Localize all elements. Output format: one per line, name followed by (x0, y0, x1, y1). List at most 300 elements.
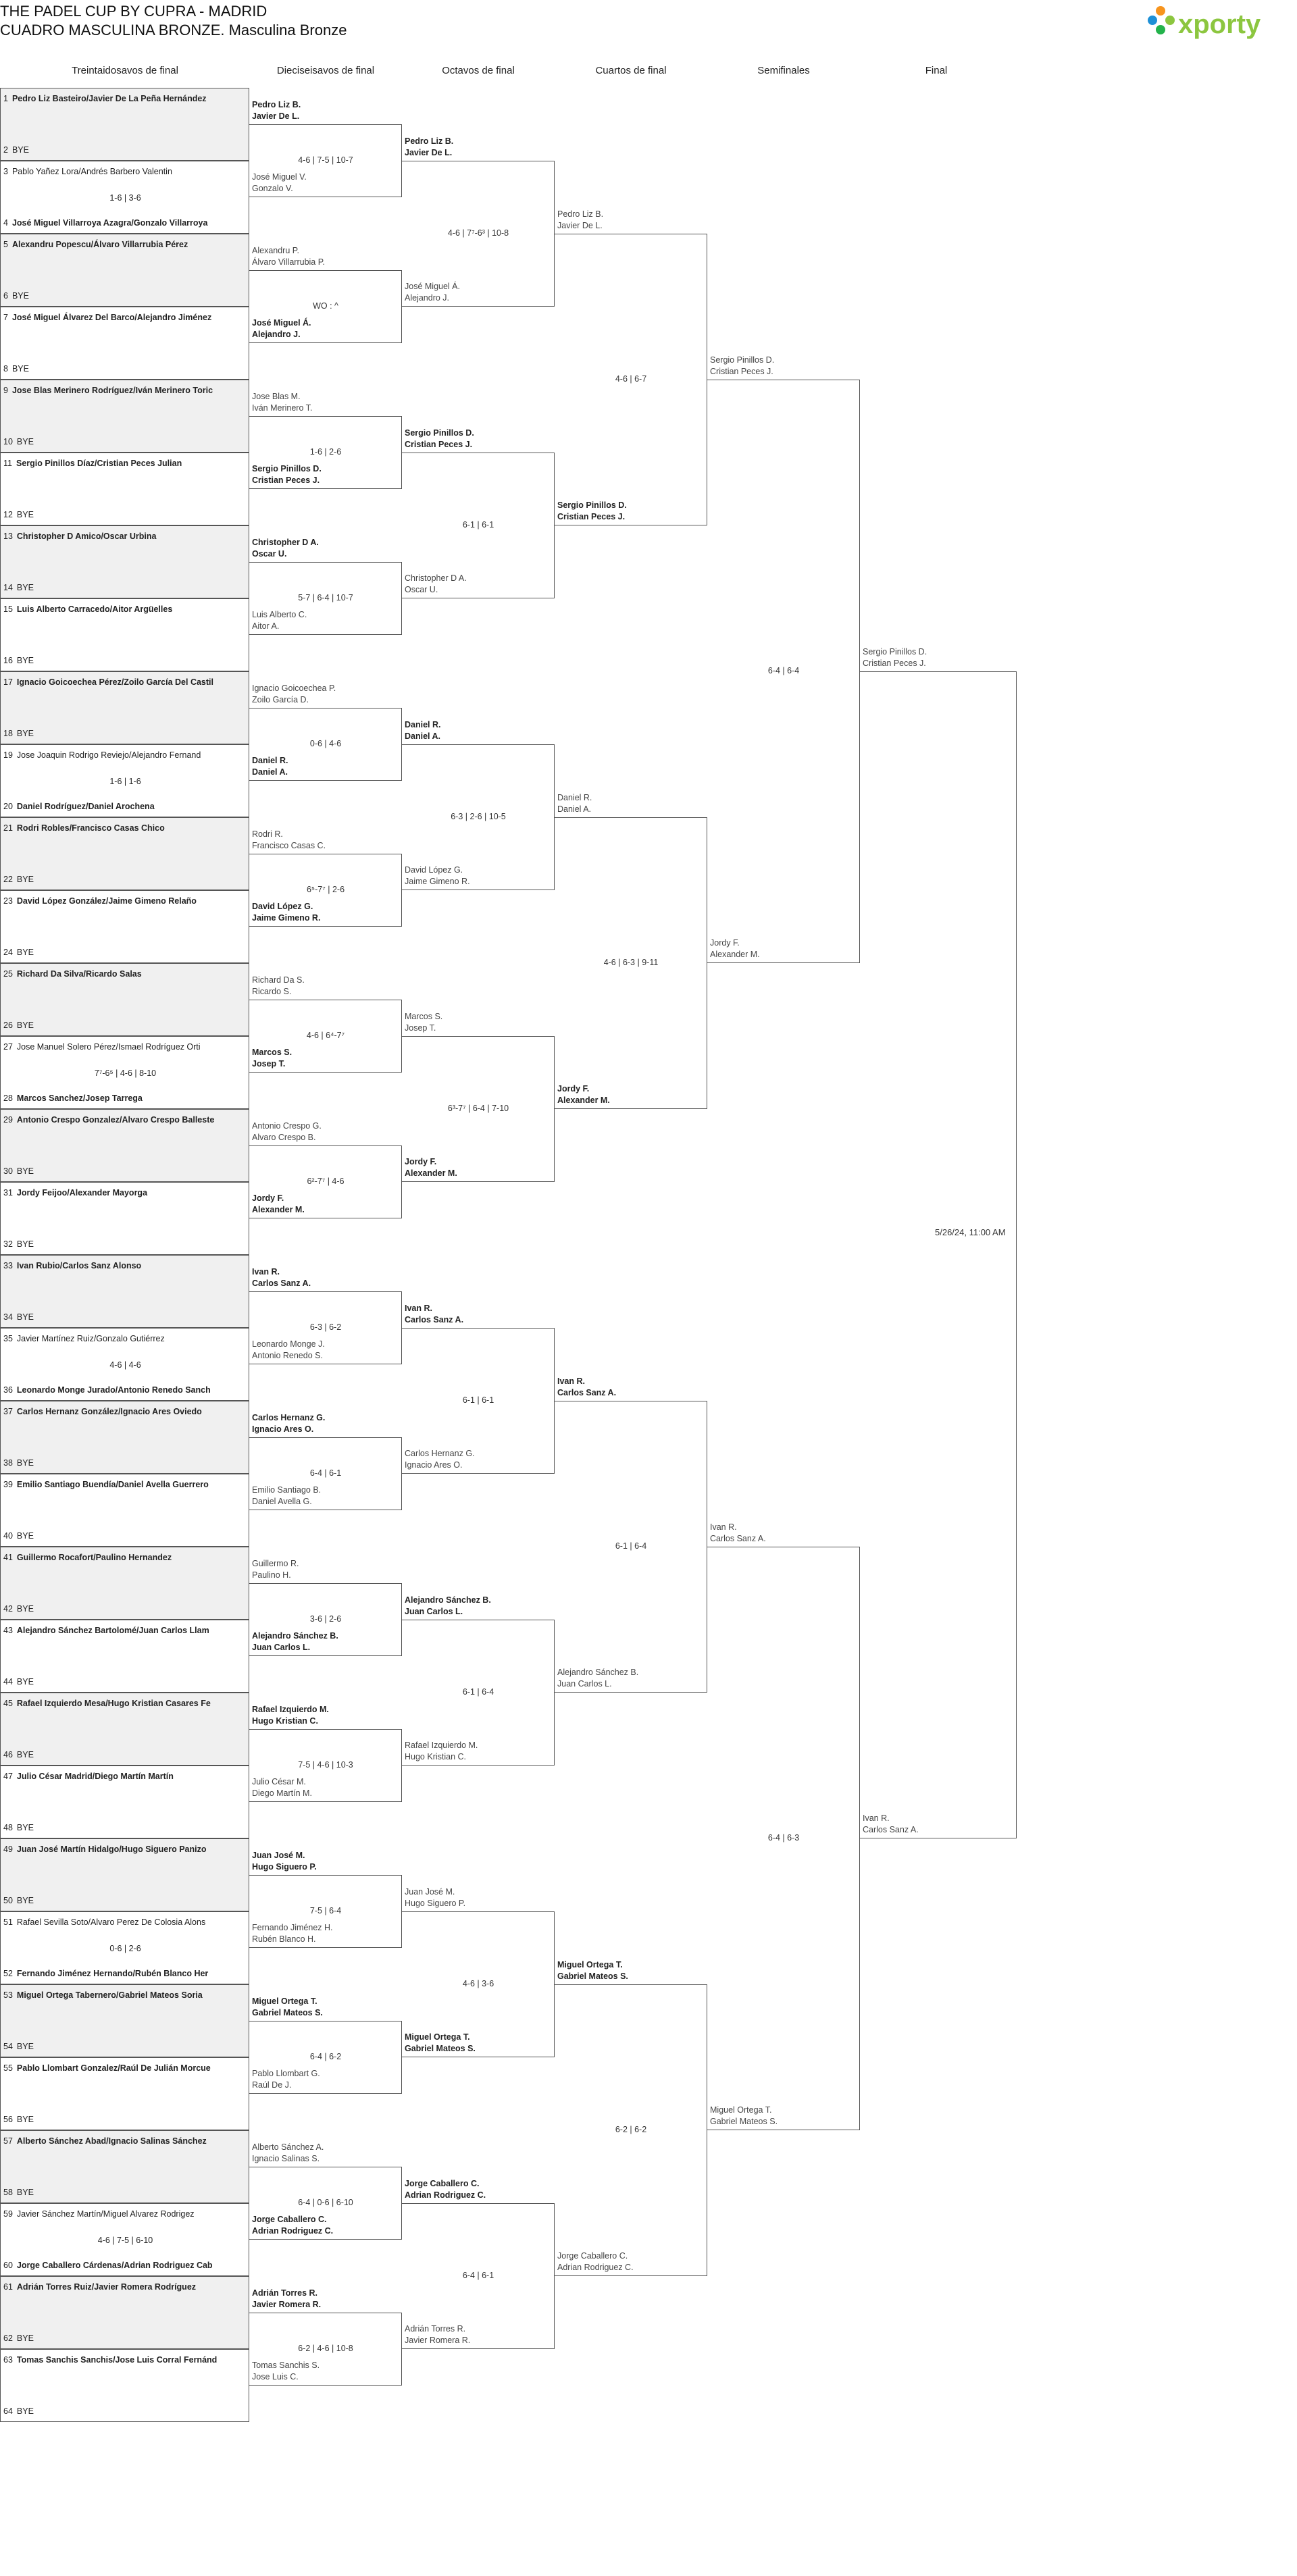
team-player-name: Sergio Pinillos D. (252, 464, 322, 473)
match-score: 6-4 | 6-2 (309, 2052, 342, 2061)
match-score: 6-3 | 6-2 (309, 1322, 342, 1332)
team-name: Luis Alberto Carracedo/Aitor Argüelles (16, 604, 173, 614)
seed-number: 22 (3, 875, 13, 884)
match-1-11[interactable] (249, 1705, 402, 1802)
team-player-name: Carlos Hernanz G. (252, 1413, 326, 1422)
seed-number: 45 (3, 1699, 13, 1708)
team-player-name: Adrián Torres R. (405, 2324, 466, 2334)
team-player-name: Rodri R. (252, 829, 283, 839)
team-bottom (3, 218, 249, 228)
team-top (3, 167, 249, 176)
match-5-0[interactable] (860, 647, 1013, 1838)
seed-number: 64 (3, 2406, 13, 2416)
team-player-name: Adrian Rodriguez C. (405, 2190, 486, 2200)
match-3-0[interactable] (555, 209, 707, 525)
seed-number: 31 (3, 1188, 13, 1197)
team-name: Guillermo Rocafort/Paulino Hernandez (16, 1553, 172, 1562)
seed-number: 3 (3, 167, 8, 176)
seed-number: 36 (3, 1385, 13, 1395)
seed-number: 58 (3, 2188, 13, 2197)
match-1-6[interactable] (249, 975, 402, 1073)
team-player-name: Ivan R. (405, 1304, 432, 1313)
first-round-match[interactable] (0, 2203, 249, 2276)
match-1-1[interactable] (249, 246, 402, 343)
first-round-match[interactable] (0, 1474, 249, 1547)
team-player-name: Daniel R. (557, 793, 592, 802)
seed-number: 33 (3, 1261, 13, 1270)
team-bottom (3, 729, 249, 738)
match-score: 4-6 | 6-7 (615, 374, 647, 384)
team-player-name: Miguel Ortega T. (405, 2032, 470, 2042)
team-name: Juan José Martín Hidalgo/Hugo Siguero Panizo (16, 1845, 207, 1854)
page-subtitle: CUADRO MASCULINA BRONZE. Masculina Bronze (0, 22, 347, 38)
first-round-match[interactable] (0, 234, 249, 307)
match-score: 6²-7⁷ | 4-6 (307, 1177, 345, 1186)
match-4-1[interactable] (707, 1522, 860, 2130)
seed-number: 57 (3, 2136, 13, 2146)
team-player-name: Alejandro Sánchez B. (405, 1595, 491, 1605)
team-top (3, 1626, 249, 1635)
team-bottom (3, 948, 249, 957)
match-score: 1-6 | 1-6 (109, 777, 141, 786)
match-1-9[interactable] (249, 1413, 402, 1510)
team-name: David López González/Jaime Gimeno Relaño (16, 896, 197, 906)
team-player-name: Adrian Rodriguez C. (252, 2226, 334, 2236)
team-name: Alejandro Sánchez Bartolomé/Juan Carlos Llam (16, 1626, 209, 1635)
match-1-13[interactable] (249, 1997, 402, 2094)
first-round-match[interactable] (0, 161, 249, 234)
team-name: Julio César Madrid/Diego Martín Martín (16, 1772, 174, 1781)
team-player-name: José Miguel Á. (405, 282, 460, 291)
team-bottom (3, 656, 249, 665)
team-top (3, 1553, 249, 1562)
seed-number: 1 (3, 94, 8, 103)
seed-number: 17 (3, 677, 13, 687)
team-name: Christopher D Amico/Oscar Urbina (16, 532, 157, 541)
match-1-14[interactable] (249, 2142, 402, 2240)
team-player-name: Antonio Crespo G. (252, 1121, 322, 1131)
team-top (3, 459, 249, 468)
match-score: 0-6 | 2-6 (109, 1944, 141, 1953)
first-round-match[interactable] (0, 817, 249, 890)
team-name: Emilio Santiago Buendía/Daniel Avella Guerrero (16, 1480, 209, 1489)
seed-number: 4 (3, 218, 8, 228)
team-top (3, 1772, 249, 1781)
team-player-name: Gonzalo V. (252, 184, 293, 193)
team-name: BYE (16, 1312, 34, 1322)
first-round-match[interactable] (0, 2276, 249, 2349)
team-bottom (3, 1677, 249, 1686)
xporty-logo-mark (1143, 1, 1296, 49)
team-player-name: Adrian Rodriguez C. (557, 2263, 634, 2272)
team-player-name: Alberto Sánchez A. (252, 2142, 324, 2152)
match-score: 6-1 | 6-4 (462, 1687, 494, 1697)
seed-number: 48 (3, 1823, 13, 1832)
first-round-match[interactable] (0, 1401, 249, 1474)
team-player-name: Alvaro Crespo B. (252, 1133, 316, 1142)
team-player-name: Aitor A. (252, 621, 280, 631)
first-round-match[interactable] (0, 963, 249, 1036)
match-1-15[interactable] (249, 2288, 402, 2386)
match-score: 7-5 | 6-4 (309, 1906, 342, 1915)
round-header-3: Cuartos de final (595, 65, 667, 76)
seed-number: 21 (3, 823, 13, 833)
seed-number: 53 (3, 1990, 13, 2000)
team-bottom (3, 2406, 249, 2416)
team-name: Rafael Izquierdo Mesa/Hugo Kristian Casares Fe (16, 1699, 211, 1708)
team-player-name: Pedro Liz B. (405, 136, 454, 146)
first-round-match[interactable] (0, 1109, 249, 1182)
team-top (3, 1188, 249, 1197)
team-name: Rafael Sevilla Soto/Alvaro Perez De Colosia Alons (16, 1917, 206, 1927)
team-player-name: Oscar U. (405, 585, 438, 594)
first-round-match[interactable] (0, 1547, 249, 1620)
team-name: BYE (16, 729, 34, 738)
first-round-match[interactable] (0, 890, 249, 963)
team-player-name: Leonardo Monge J. (252, 1339, 325, 1349)
team-bottom (3, 1604, 249, 1614)
team-player-name: Miguel Ortega T. (710, 2105, 772, 2115)
team-name: BYE (16, 1750, 34, 1759)
seed-number: 24 (3, 948, 13, 957)
first-round-match[interactable] (0, 1984, 249, 2057)
match-1-5[interactable] (249, 829, 402, 927)
first-round-match[interactable] (0, 1838, 249, 1911)
team-player-name: Alexander M. (405, 1168, 457, 1178)
first-round-match[interactable] (0, 671, 249, 744)
team-player-name: Gabriel Mateos S. (557, 1972, 628, 1981)
team-player-name: Juan José M. (405, 1887, 455, 1897)
round-header-0: Treintaidosavos de final (72, 65, 178, 76)
team-bottom (3, 2261, 249, 2270)
match-score: 6-2 | 4-6 | 10-8 (298, 2344, 353, 2353)
team-player-name: Rafael Izquierdo M. (252, 1705, 329, 1714)
match-score: 4-6 | 7-5 | 10-7 (298, 155, 353, 165)
team-player-name: Cristian Peces J. (405, 440, 473, 449)
match-2-2[interactable] (402, 720, 555, 890)
team-top (3, 969, 249, 979)
seed-number: 44 (3, 1677, 13, 1686)
team-player-name: Jorge Caballero C. (252, 2215, 327, 2224)
team-player-name: Juan Carlos L. (405, 1607, 463, 1616)
first-round-match[interactable] (0, 1255, 249, 1328)
match-score: 7-5 | 4-6 | 10-3 (298, 1760, 353, 1770)
seed-number: 9 (3, 386, 8, 395)
team-bottom (3, 1239, 249, 1249)
team-player-name: Francisco Casas C. (252, 841, 326, 850)
seed-number: 29 (3, 1115, 13, 1125)
team-player-name: Hugo Kristian C. (405, 1752, 467, 1761)
first-round-match[interactable] (0, 453, 249, 525)
team-name: BYE (16, 1823, 34, 1832)
team-player-name: Jordy F. (252, 1193, 284, 1203)
match-score: 6-3 | 2-6 | 10-5 (451, 812, 506, 821)
match-score: 5-7 | 6-4 | 10-7 (298, 593, 353, 602)
seed-number: 40 (3, 1531, 13, 1541)
seed-number: 26 (3, 1021, 13, 1030)
match-score: 4-6 | 3-6 (462, 1979, 494, 1988)
first-round-match[interactable] (0, 598, 249, 671)
team-player-name: Daniel R. (252, 756, 288, 765)
team-name: BYE (16, 510, 34, 519)
seed-number: 37 (3, 1407, 13, 1416)
team-player-name: Daniel A. (557, 804, 592, 814)
team-player-name: Pedro Liz B. (557, 209, 604, 219)
match-3-3[interactable] (555, 1960, 707, 2276)
match-score: 6-4 | 6-3 (767, 1833, 800, 1843)
team-player-name: Miguel Ortega T. (557, 1960, 623, 1969)
team-name: BYE (16, 1239, 34, 1249)
team-player-name: Juan Carlos L. (557, 1679, 612, 1689)
team-player-name: Carlos Sanz A. (405, 1315, 464, 1324)
team-player-name: Emilio Santiago B. (252, 1485, 322, 1495)
first-round-match[interactable] (0, 1328, 249, 1401)
team-top (3, 1407, 249, 1416)
team-name: Adrián Torres Ruiz/Javier Romera Rodríguez (16, 2282, 197, 2292)
team-player-name: Alexander M. (252, 1205, 305, 1214)
round-header-5: Final (925, 65, 948, 76)
round-header-2: Octavos de final (442, 65, 515, 76)
seed-number: 38 (3, 1458, 13, 1468)
team-top (3, 1990, 249, 2000)
match-1-7[interactable] (249, 1121, 402, 1218)
seed-number: 56 (3, 2115, 13, 2124)
match-2-6[interactable] (402, 1887, 555, 2057)
first-round-match[interactable] (0, 1911, 249, 1984)
team-player-name: Ignacio Ares O. (252, 1424, 314, 1434)
team-player-name: Diego Martín M. (252, 1788, 312, 1798)
team-player-name: Ricardo S. (252, 987, 292, 996)
team-name: BYE (16, 1896, 34, 1905)
match-3-2[interactable] (555, 1376, 707, 1693)
team-name: Tomas Sanchis Sanchis/Jose Luis Corral Fernánd (16, 2355, 218, 2365)
team-top (3, 240, 249, 249)
match-2-4[interactable] (402, 1304, 555, 1474)
team-player-name: José Miguel Á. (252, 318, 311, 328)
team-player-name: Pedro Liz B. (252, 100, 301, 109)
team-name: BYE (16, 1604, 34, 1614)
team-player-name: Gabriel Mateos S. (405, 2044, 476, 2053)
first-round-match[interactable] (0, 1182, 249, 1255)
team-player-name: Gabriel Mateos S. (252, 2008, 323, 2017)
first-round-match[interactable] (0, 525, 249, 598)
team-player-name: Javier Romera R. (252, 2300, 322, 2309)
first-round-match[interactable] (0, 1766, 249, 1838)
team-player-name: Jaime Gimeno R. (405, 877, 470, 886)
team-player-name: Jordy F. (710, 938, 740, 948)
seed-number: 5 (3, 240, 8, 249)
team-player-name: Daniel Avella G. (252, 1497, 312, 1506)
team-name: Jose Blas Merinero Rodríguez/Iván Merinero Toric (11, 386, 213, 395)
first-round-match[interactable] (0, 2349, 249, 2422)
team-player-name: Oscar U. (252, 549, 287, 559)
match-2-1[interactable] (402, 428, 555, 598)
team-player-name: Marcos S. (405, 1012, 443, 1021)
team-top (3, 1115, 249, 1125)
round-header-4: Semifinales (757, 65, 810, 76)
seed-number: 51 (3, 1917, 13, 1927)
match-score: 4-6 | 6⁴-7⁷ (306, 1031, 345, 1040)
team-name: Javier Martínez Ruiz/Gonzalo Gutiérrez (16, 1334, 165, 1343)
match-score: 4-6 | 6-3 | 9-11 (603, 958, 659, 967)
team-player-name: Ivan R. (863, 1813, 890, 1823)
team-player-name: Daniel A. (252, 767, 288, 777)
match-3-1[interactable] (555, 793, 707, 1109)
team-player-name: Alexandru P. (252, 246, 299, 255)
team-name: Richard Da Silva/Ricardo Salas (16, 969, 142, 979)
team-player-name: Marcos S. (252, 1048, 293, 1057)
team-player-name: Christopher D A. (252, 538, 319, 547)
team-player-name: Christopher D A. (405, 573, 467, 583)
seed-number: 11 (3, 459, 12, 468)
seed-number: 35 (3, 1334, 13, 1343)
match-score: 1-6 | 3-6 (109, 193, 141, 203)
first-round-match[interactable] (0, 744, 249, 817)
match-1-4[interactable] (249, 684, 402, 781)
team-player-name: Richard Da S. (252, 975, 305, 985)
match-1-3[interactable] (249, 538, 402, 635)
team-name: BYE (11, 364, 29, 373)
team-player-name: Rubén Blanco H. (252, 1934, 316, 1944)
match-1-0[interactable] (249, 100, 402, 197)
match-2-5[interactable] (402, 1595, 555, 1766)
match-score: 6-1 | 6-4 (615, 1541, 647, 1551)
seed-number: 27 (3, 1042, 13, 1052)
seed-number: 62 (3, 2334, 13, 2343)
team-bottom (3, 2115, 249, 2124)
first-round-match[interactable] (0, 1036, 249, 1109)
first-round-match[interactable] (0, 380, 249, 453)
team-name: José Miguel Villarroya Azagra/Gonzalo Villarroya (11, 218, 208, 228)
seed-number: 54 (3, 2042, 13, 2051)
team-top (3, 386, 249, 395)
team-bottom (3, 1385, 249, 1395)
team-top (3, 1042, 249, 1052)
team-player-name: David López G. (252, 902, 313, 911)
team-player-name: Juan José M. (252, 1851, 305, 1860)
match-score: 4-6 | 4-6 (109, 1360, 141, 1370)
team-name: Alberto Sánchez Abad/Ignacio Salinas Sánchez (16, 2136, 207, 2146)
team-name: Jordy Feijoo/Alexander Mayorga (16, 1188, 148, 1197)
seed-number: 43 (3, 1626, 13, 1635)
first-round-match[interactable] (0, 2057, 249, 2130)
team-name: BYE (11, 145, 29, 155)
seed-number: 42 (3, 1604, 13, 1614)
team-top (3, 2136, 249, 2146)
team-player-name: Iván Merinero T. (252, 403, 313, 413)
team-player-name: Jordy F. (405, 1157, 437, 1166)
seed-number: 34 (3, 1312, 13, 1322)
seed-number: 47 (3, 1772, 13, 1781)
match-2-7[interactable] (402, 2179, 555, 2349)
team-bottom (3, 1969, 249, 1978)
team-name: BYE (16, 2188, 34, 2197)
first-round-match[interactable] (0, 88, 249, 161)
match-1-10[interactable] (249, 1559, 402, 1656)
team-name: Antonio Crespo Gonzalez/Alvaro Crespo Balleste (16, 1115, 215, 1125)
match-1-8[interactable] (249, 1267, 402, 1364)
seed-number: 50 (3, 1896, 13, 1905)
team-bottom (3, 145, 249, 155)
match-score: 6-4 | 6-1 (309, 1468, 342, 1478)
team-top (3, 532, 249, 541)
team-player-name: Alexander M. (710, 950, 760, 959)
team-name: Miguel Ortega Tabernero/Gabriel Mateos Soria (16, 1990, 203, 2000)
team-player-name: Cristian Peces J. (557, 512, 626, 521)
team-player-name: Daniel R. (405, 720, 441, 729)
first-round-match[interactable] (0, 2130, 249, 2203)
team-bottom (3, 1166, 249, 1176)
first-round-match[interactable] (0, 1620, 249, 1693)
team-bottom (3, 1458, 249, 1468)
team-name: Jorge Caballero Cárdenas/Adrian Rodriguez Cab (16, 2261, 213, 2270)
team-player-name: Carlos Sanz A. (557, 1388, 617, 1397)
team-player-name: Hugo Kristian C. (252, 1716, 318, 1726)
seed-number: 46 (3, 1750, 13, 1759)
seed-number: 61 (3, 2282, 13, 2292)
team-player-name: Alejandro Sánchez B. (557, 1668, 639, 1677)
team-bottom (3, 1021, 249, 1030)
team-name: BYE (16, 437, 34, 446)
team-player-name: Carlos Sanz A. (710, 1534, 766, 1543)
team-bottom (3, 802, 249, 811)
team-top (3, 1334, 249, 1343)
team-bottom (3, 1823, 249, 1832)
seed-number: 23 (3, 896, 13, 906)
team-top (3, 896, 249, 906)
match-score: 4-6 | 7⁷-6³ | 10-8 (447, 228, 509, 238)
seed-number: 59 (3, 2209, 13, 2219)
match-score: 6³-7⁷ | 6-4 | 7-10 (447, 1104, 509, 1113)
team-name: Jose Joaquin Rodrigo Reviejo/Alejandro Fernand (16, 750, 201, 760)
team-player-name: Ignacio Salinas S. (252, 2154, 320, 2163)
match-1-2[interactable] (249, 392, 402, 489)
team-player-name: José Miguel V. (252, 172, 307, 182)
team-player-name: Hugo Siguero P. (252, 1862, 317, 1872)
team-player-name: Jorge Caballero C. (557, 2251, 628, 2261)
first-round-match[interactable] (0, 1693, 249, 1766)
seed-number: 2 (3, 145, 8, 155)
team-name: BYE (16, 2406, 34, 2416)
team-top (3, 604, 249, 614)
team-player-name: David López G. (405, 865, 463, 875)
team-top (3, 313, 249, 322)
team-bottom (3, 1093, 249, 1103)
team-player-name: Josep T. (252, 1059, 286, 1068)
seed-number: 6 (3, 291, 8, 301)
team-name: Jose Manuel Solero Pérez/Ismael Rodríguez Orti (16, 1042, 201, 1052)
match-1-12[interactable] (249, 1851, 402, 1948)
seed-number: 60 (3, 2261, 13, 2270)
match-2-0[interactable] (402, 136, 555, 307)
team-top (3, 2282, 249, 2292)
match-2-3[interactable] (402, 1012, 555, 1182)
team-bottom (3, 875, 249, 884)
team-name: BYE (16, 1458, 34, 1468)
team-player-name: Daniel A. (405, 731, 441, 741)
match-score: 3-6 | 2-6 (309, 1614, 342, 1624)
xporty-logo[interactable] (1143, 1, 1296, 49)
team-player-name: Alexander M. (557, 1096, 610, 1105)
team-name: BYE (11, 291, 29, 301)
match-4-0[interactable] (707, 355, 860, 963)
team-name: BYE (16, 1166, 34, 1176)
team-name: Rodri Robles/Francisco Casas Chico (16, 823, 165, 833)
first-round-match[interactable] (0, 307, 249, 380)
match-score: 6-4 | 6-4 (767, 666, 800, 675)
team-player-name: Ivan R. (252, 1267, 280, 1277)
team-bottom (3, 1531, 249, 1541)
